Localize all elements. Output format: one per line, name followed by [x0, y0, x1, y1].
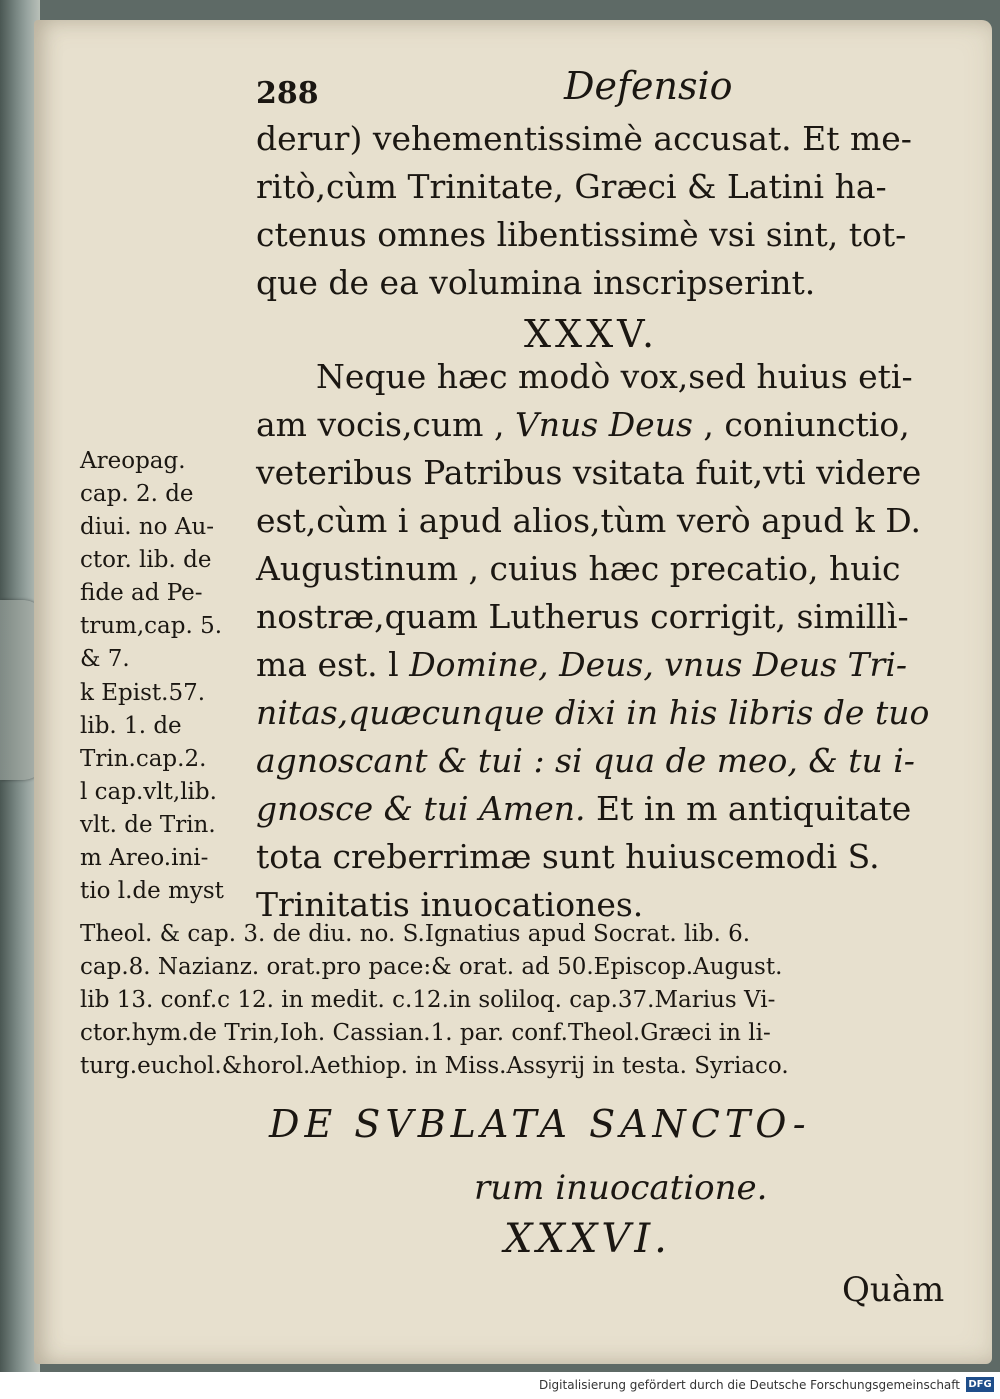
text-line — [256, 645, 908, 684]
text-line: Neque hæc modò vox,sed huius eti- — [316, 357, 913, 396]
margin-note-line: & 7. — [80, 646, 130, 672]
book-page — [34, 20, 992, 1364]
text-line — [256, 789, 912, 828]
digitization-credit: Digitalisierung gefördert durch die Deutsche Forschungsgemeinschaft — [538, 1378, 960, 1392]
text-line: nitas,quæcunque dixi in his libris de tuo — [256, 693, 930, 732]
text-line: Augustinum , cuius hæc precatio, huic — [256, 549, 901, 588]
italic-phrase: Vnus Deus — [514, 405, 693, 444]
section-number-xxxv: XXXV. — [524, 312, 659, 356]
footnote-line: Theol. & cap. 3. de diu. no. S.Ignatius apud Socrat. lib. 6. — [80, 921, 751, 947]
margin-note-line: k Epist.57. — [80, 680, 206, 706]
running-head: Defensio — [564, 64, 733, 108]
footnote-line: turg.euchol.&horol.Aethiop. in Miss.Assyrij in testa. Syriaco. — [80, 1053, 789, 1079]
margin-note-line: m Areo.ini- — [80, 845, 209, 871]
text-line: agnoscant & tui : si qua de meo, & tu i- — [256, 741, 915, 780]
text-line: est,cùm i apud alios,tùm verò apud k D. — [256, 501, 922, 540]
margin-note-line: l cap.vlt,lib. — [80, 779, 217, 805]
text-line: ritò,cùm Trinitate, Græci & Latini ha- — [256, 167, 887, 206]
margin-note-line: tio l.de myst — [80, 878, 224, 904]
text-span: , coniunctio, — [703, 405, 910, 444]
text-line — [256, 405, 910, 444]
section-title-continued: rum inuocatione. — [474, 1168, 768, 1208]
text-span: ma est. l — [256, 645, 399, 684]
section-title: DE SVBLATA SANCTO- — [269, 1102, 811, 1146]
margin-note-line: Areopag. — [80, 448, 186, 474]
text-line: Trinitatis inuocationes. — [256, 885, 644, 924]
margin-note-line: ctor. lib. de — [80, 547, 212, 573]
text-span: Et in m antiquitate — [596, 789, 912, 828]
margin-note-line: cap. 2. de — [80, 481, 194, 507]
section-number-xxxvi: XXXVI. — [504, 1216, 671, 1262]
text-line: ctenus omnes libentissimè vsi sint, tot- — [256, 215, 907, 254]
footnote-line: lib 13. conf.c 12. in medit. c.12.in soliloq. cap.37.Marius Vi- — [80, 987, 776, 1013]
text-line: derur) vehementissimè accusat. Et me- — [256, 119, 912, 158]
margin-note-line: fide ad Pe- — [80, 580, 203, 606]
italic-phrase: Domine, Deus, vnus Deus Tri- — [409, 645, 908, 684]
margin-note-line: vlt. de Trin. — [80, 812, 216, 838]
footnote-line: cap.8. Nazianz. orat.pro pace:& orat. ad 50.Episcop.August. — [80, 954, 783, 980]
text-span: am vocis,cum , — [256, 405, 505, 444]
text-line: tota creberrimæ sunt huiuscemodi S. — [256, 837, 880, 876]
footer-bar — [0, 1372, 1000, 1399]
margin-note-line: Trin.cap.2. — [80, 746, 207, 772]
page-number: 288 — [256, 76, 319, 111]
dfg-logo: DFG — [966, 1377, 994, 1392]
text-line: que de ea volumina inscripserint. — [256, 263, 816, 302]
margin-note-line: lib. 1. de — [80, 713, 182, 739]
text-line: veteribus Patribus vsitata fuit,vti videre — [256, 453, 922, 492]
margin-note-line: trum,cap. 5. — [80, 613, 223, 639]
margin-note-line: diui. no Au- — [80, 514, 215, 540]
catchword: Quàm — [842, 1270, 945, 1310]
italic-phrase: gnosce & tui Amen. — [256, 789, 586, 828]
footnote-line: ctor.hym.de Trin,Ioh. Cassian.1. par. conf.Theol.Græci in li- — [80, 1020, 771, 1046]
text-line: nostræ,quam Lutherus corrigit, simillì- — [256, 597, 909, 636]
